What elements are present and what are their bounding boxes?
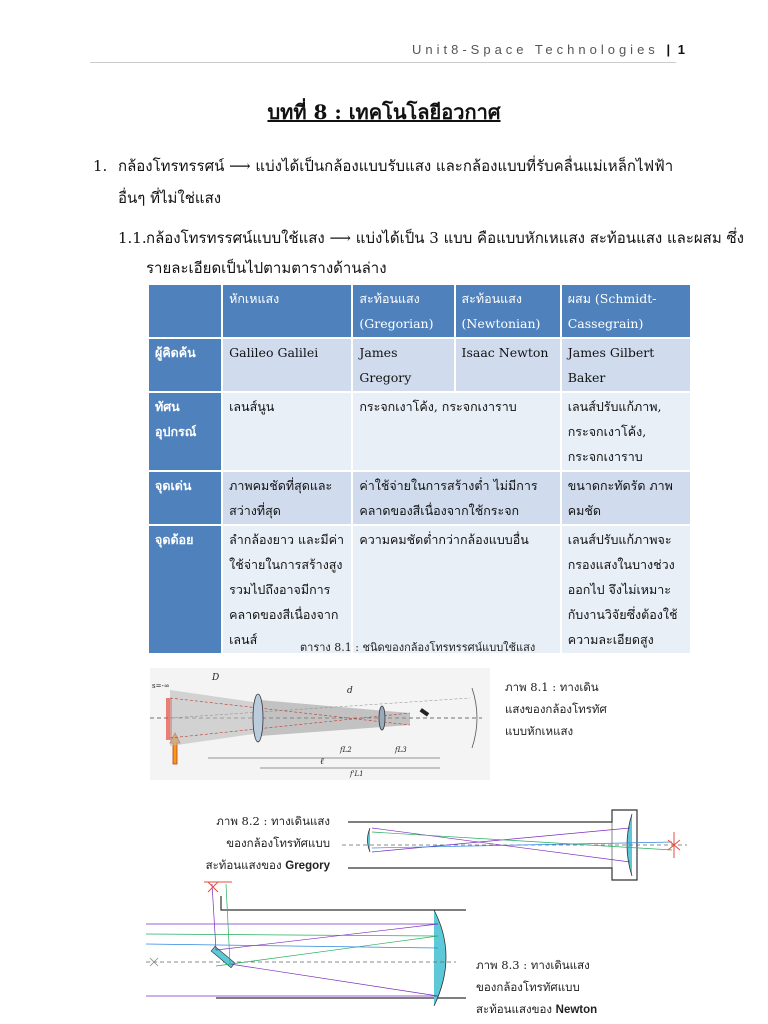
page-header [412,42,685,57]
table-caption [300,638,535,656]
fig2-line2: ของกล้องโทรทัศแบบ [226,836,330,850]
table-row [149,339,690,391]
diagram-label: d [347,686,353,696]
table-row [149,526,690,653]
sec11-line1: กล้องโทรทรรศน์แบบใช้แสง ⟶ แบ่งได้เป็น 3 แบบ คือแบบหักเหแสง สะท้อนแสง และผสม ซึ่ง [146,229,745,247]
table-header-cell [149,285,221,337]
row-label: ทัศนอุปกรณ์ [149,393,221,470]
sec11-line2: รายละเอียดเป็นไปตามตารางด้านล่าง [146,259,387,277]
figure-caption-3 [476,954,597,1021]
table-header-cell: สะท้อนแสง (Newtonian) [456,285,560,337]
table-header-cell: หักเหแสง [223,285,351,337]
caption-text: ชนิดของกล้องโทรทรรศน์แบบใช้แสง [362,641,536,654]
eyepiece-lens-icon [379,706,385,730]
fig3-line1: ทางเดินแสง [530,958,590,972]
figure-caption-2 [200,810,330,877]
table-cell: ค่าใช้จ่ายในการสร้างต่ำ ไม่มีการคลาดของสีเนื่องจากใช้กระจก [353,472,559,524]
row-label: ผู้คิดค้น [149,339,221,391]
table-cell: James Gregory [353,339,453,391]
fig1-prefix: ภาพ 8.1 : [505,680,557,694]
fig2-line3: สะท้อนแสงของ [205,858,282,872]
page-title: บทที่ 8 : เทคโนโลยีอวกาศ [267,100,501,124]
objective-lens-icon [253,694,263,742]
newtonian-diagram [146,878,476,1018]
refractor-diagram [150,668,490,780]
table-header-cell: ผสม (Schmidt-Cassegrain) [562,285,690,337]
fig2-line1: ทางเดินแสง [271,814,330,828]
row-label: จุดด้อย [149,526,221,653]
unit-title: Unit8-Space Technologies [412,42,659,57]
diagram-label: D [212,673,220,683]
fig3-prefix: ภาพ 8.3 : [476,958,528,972]
fig3-line3: สะท้อนแสงของ [476,1002,552,1016]
diagram-label: ℓ [320,757,324,767]
fig1-line2: แสงของกล้องโทรทัศ [505,702,607,716]
table-row [149,393,690,470]
caption-prefix: ตาราง 8.1 : [300,641,359,654]
diagram-label: fL3 [395,746,407,754]
fig3-name: Newton [555,1004,598,1016]
table-header-row [149,285,690,337]
table-cell: ความคมชัดต่ำกว่ากล้องแบบอื่น [353,526,559,653]
table-cell: James Gilbert Baker [562,339,690,391]
header-sep: | [666,42,671,57]
table-cell: เลนส์ปรับแก้ภาพ, กระจกเงาโค้ง, กระจกเงาราบ [562,393,690,470]
table-cell: ขนาดกะทัดรัด ภาพคมชัด [562,472,690,524]
fig2-name: Gregory [285,860,330,872]
page-number: 1 [677,42,685,57]
table-cell: เลนส์นูน [223,393,351,470]
fig3-line2: ของกล้องโทรทัศแบบ [476,980,580,994]
figure-caption-1 [505,676,607,742]
diagram-label: f'L1 [350,770,364,778]
table-row [149,472,690,524]
table-cell: ภาพคมชัดที่สุดและสว่างที่สุด [223,472,351,524]
table-cell: ลำกล้องยาว และมีค่าใช้จ่ายในการสร้างสูง รวมไปถึงอาจมีการคลาดของสีเนื่องจากเลนส์ [223,526,351,653]
row-label: จุดเด่น [149,472,221,524]
sec1-line1: กล้องโทรทรรศน์ ⟶ แบ่งได้เป็นกล้องแบบรับแสง และกล้องแบบที่รับคลื่นแม่เหล็กไฟฟ้า [118,157,674,175]
table-cell: เลนส์ปรับแก้ภาพจะกรองแสงในบางช่วงออกไป จึงไม่เหมาะกับงานวิจัยซึ่งต้องใช้ความละเอียดสูง [562,526,690,653]
table-header-cell: สะท้อนแสง (Gregorian) [353,285,453,337]
diagram-label: fL2 [340,746,352,754]
secondary-mirror-icon [368,828,371,852]
sec1-number: 1. [93,157,108,175]
header-rule [90,62,676,63]
table-cell: Galileo Galilei [223,339,351,391]
diagram-label: s=-∞ [152,682,170,690]
table-cell: Isaac Newton [456,339,560,391]
telescope-table [147,283,692,655]
sec1-line2: อื่นๆ ที่ไม่ใช่แสง [118,189,222,207]
fig1-line1: ทางเดิน [559,680,599,694]
sec11-number: 1.1. [118,229,147,247]
table-cell: กระจกเงาโค้ง, กระจกเงาราบ [353,393,559,470]
fig2-prefix: ภาพ 8.2 : [216,814,268,828]
gregorian-diagram [342,800,692,890]
fig1-line3: แบบหักเหแสง [505,724,574,738]
